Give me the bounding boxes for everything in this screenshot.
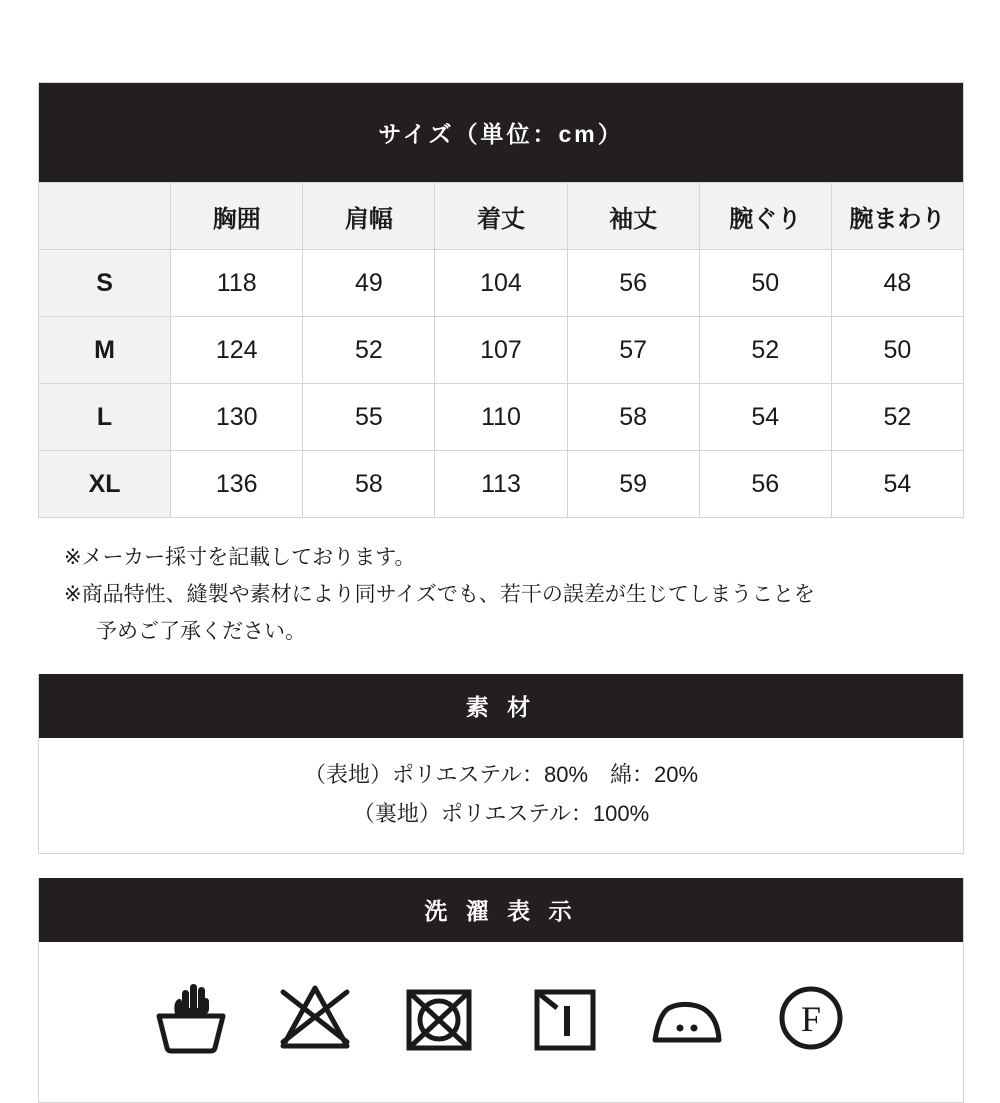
cell-length: 104 xyxy=(435,250,567,317)
cell-armhole: 52 xyxy=(699,317,831,384)
cell-shoulder: 55 xyxy=(303,384,435,451)
note-line-3: 予めご了承ください。 xyxy=(96,619,306,643)
note-line-2: ※商品特性、縫製や素材により同サイズでも、若干の誤差が生じてしまうことを xyxy=(64,582,815,606)
material-panel xyxy=(38,674,964,854)
size-column-header xyxy=(39,183,171,250)
cell-armhole: 56 xyxy=(699,451,831,518)
wash-body xyxy=(39,942,963,1102)
cell-sleeve: 58 xyxy=(567,384,699,451)
size-table-caption: サイズ（単位：cm） xyxy=(39,83,964,183)
length-column-header: 着丈 xyxy=(435,183,567,250)
cell-arm-circumference: 52 xyxy=(831,384,963,451)
svg-text:F: F xyxy=(800,999,822,1040)
shoulder-column-header: 肩幅 xyxy=(303,183,435,250)
size-table-caption-row xyxy=(39,83,964,183)
cell-length: 107 xyxy=(435,317,567,384)
size-table xyxy=(38,82,964,518)
iron-low-icon xyxy=(645,976,729,1060)
row-size-label: L xyxy=(39,384,171,451)
cell-chest: 136 xyxy=(171,451,303,518)
cell-length: 110 xyxy=(435,384,567,451)
material-title: 素 材 xyxy=(39,674,963,738)
table-row xyxy=(39,384,964,451)
table-row xyxy=(39,451,964,518)
chest-column-header: 胸囲 xyxy=(171,183,303,250)
cell-armhole: 50 xyxy=(699,250,831,317)
material-line-outer: （表地）ポリエステル：80% 綿：20% xyxy=(303,762,699,788)
row-size-label: M xyxy=(39,317,171,384)
cell-sleeve: 59 xyxy=(567,451,699,518)
cell-chest: 130 xyxy=(171,384,303,451)
no-bleach-icon xyxy=(273,976,357,1060)
cell-sleeve: 57 xyxy=(567,317,699,384)
no-tumble-dry-icon xyxy=(397,976,481,1060)
cell-arm-circumference: 48 xyxy=(831,250,963,317)
cell-arm-circumference: 50 xyxy=(831,317,963,384)
cell-length: 113 xyxy=(435,451,567,518)
dry-clean-f-icon xyxy=(769,976,853,1060)
row-size-label: S xyxy=(39,250,171,317)
material-line-lining: （裏地）ポリエステル：100% xyxy=(352,800,650,826)
cell-sleeve: 56 xyxy=(567,250,699,317)
size-notes xyxy=(38,540,962,650)
row-size-label: XL xyxy=(39,451,171,518)
cell-shoulder: 49 xyxy=(303,250,435,317)
line-dry-icon xyxy=(521,976,605,1060)
material-body xyxy=(39,738,963,853)
note-line-1: ※メーカー採寸を記載しております。 xyxy=(64,546,416,569)
sleeve-column-header: 袖丈 xyxy=(567,183,699,250)
wash-title: 洗 濯 表 示 xyxy=(39,878,963,942)
size-table-header-row xyxy=(39,183,964,250)
cell-armhole: 54 xyxy=(699,384,831,451)
cell-shoulder: 52 xyxy=(303,317,435,384)
armhole-column-header: 腕ぐり xyxy=(699,183,831,250)
wash-icon-row xyxy=(39,960,963,1082)
wash-panel xyxy=(38,878,964,1103)
arm-circumference-column-header: 腕まわり xyxy=(831,183,963,250)
table-row xyxy=(39,317,964,384)
cell-chest: 124 xyxy=(171,317,303,384)
hand-wash-icon xyxy=(149,976,233,1060)
cell-arm-circumference: 54 xyxy=(831,451,963,518)
cell-shoulder: 58 xyxy=(303,451,435,518)
table-row xyxy=(39,250,964,317)
cell-chest: 118 xyxy=(171,250,303,317)
